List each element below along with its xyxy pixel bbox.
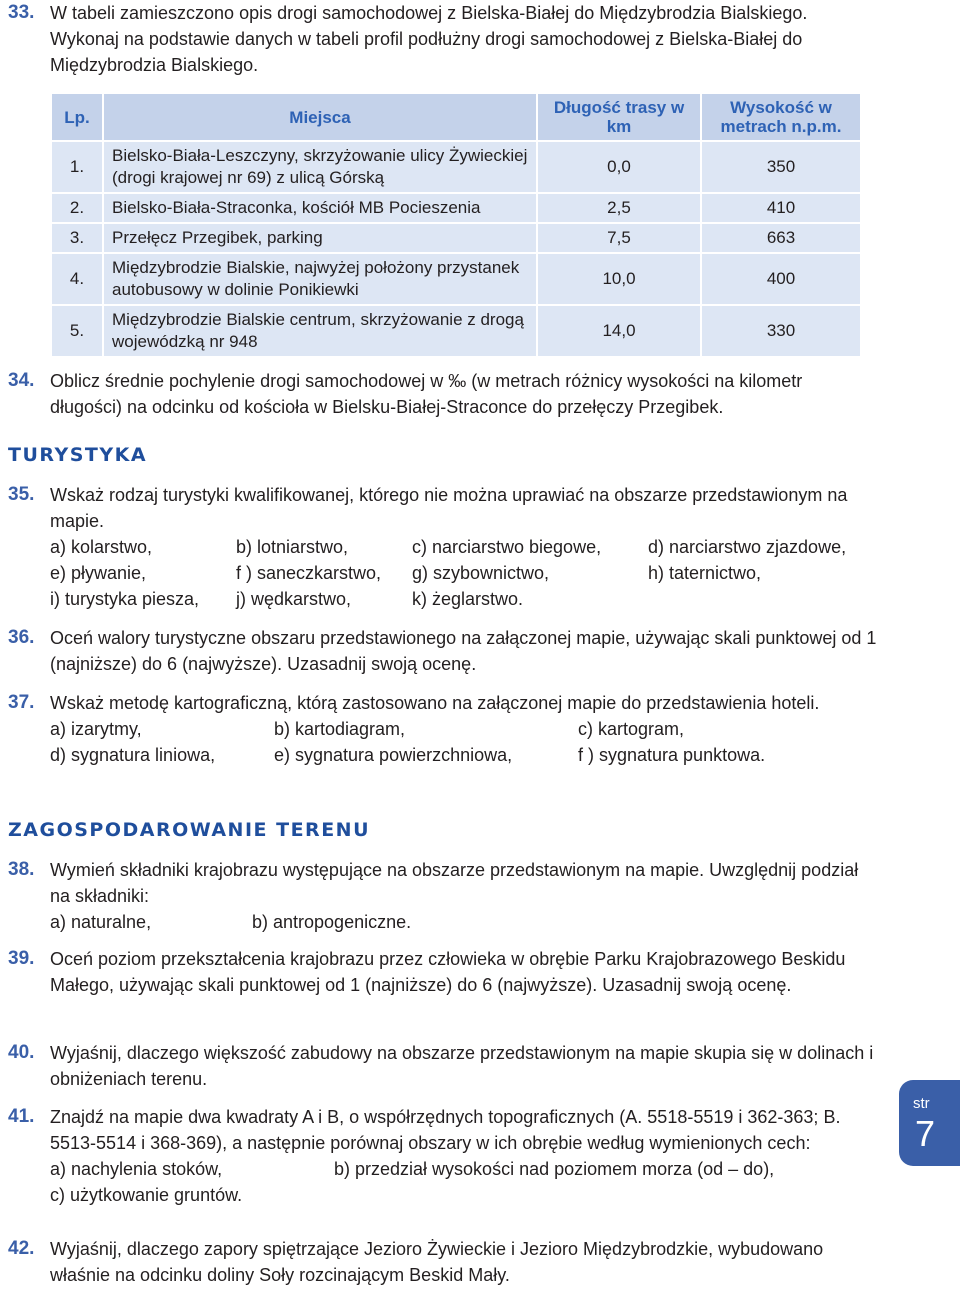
question-38 <box>8 857 878 935</box>
answer-option: c) narciarstwo biegowe, <box>412 537 602 557</box>
question-number: 36. <box>8 627 35 648</box>
answer-option: d) sygnatura liniowa, <box>50 745 216 765</box>
question-text: Oceń poziom przekształcenia krajobrazu przez człowieka w obrębie Parku Krajobrazowego Beskidu Małego, używając skali punktowej od 1 (najniższe) do 6 (najwyższe). Uzasadnij swoją ocenę. <box>50 949 846 995</box>
header-places: Miejsca <box>104 94 536 140</box>
answer-option: c) kartogram, <box>578 719 685 739</box>
answer-options <box>50 1156 878 1208</box>
table-row <box>52 306 860 356</box>
table-row <box>52 254 860 304</box>
row-lp: 4. <box>52 254 102 304</box>
question-34 <box>8 368 878 420</box>
row-length: 0,0 <box>538 142 700 192</box>
table-row <box>52 194 860 222</box>
question-text: Wskaż metodę kartograficzną, którą zastosowano na załączonej mapie do przedstawienia hoteli. <box>50 693 820 713</box>
answer-option: e) sygnatura powierzchniowa, <box>274 745 513 765</box>
question-text: Wskaż rodzaj turystyki kwalifikowanej, którego nie można uprawiać na obszarze przedstawionym na mapie. <box>50 485 848 531</box>
road-profile-table <box>50 92 862 358</box>
answer-option: b) lotniarstwo, <box>236 537 349 557</box>
row-lp: 3. <box>52 224 102 252</box>
answer-option: g) szybownictwo, <box>412 563 550 583</box>
row-place: Bielsko-Biała-Leszczyny, skrzyżowanie ulicy Żywieckiej (drogi krajowej nr 69) z ulicą Górską <box>104 142 536 192</box>
section-heading-land-use: ZAGOSPODAROWANIE TERENU <box>8 819 370 841</box>
row-lp: 1. <box>52 142 102 192</box>
header-lp: Lp. <box>52 94 102 140</box>
question-text: Oceń walory turystyczne obszaru przedstawionego na załączonej mapie, używając skali punktowej od 1 (najniższe) do 6 (najwyższe). Uzasadnij swoją ocenę. <box>50 628 877 674</box>
row-height: 663 <box>702 224 860 252</box>
answer-option: e) pływanie, <box>50 563 147 583</box>
question-number: 34. <box>8 370 35 391</box>
question-number: 37. <box>8 692 35 713</box>
question-41 <box>8 1104 878 1208</box>
answer-option: b) przedział wysokości nad poziomem morza (od – do), <box>334 1159 775 1179</box>
row-height: 410 <box>702 194 860 222</box>
question-number: 39. <box>8 948 35 969</box>
answer-option: b) kartodiagram, <box>274 719 406 739</box>
answer-option: a) nachylenia stoków, <box>50 1159 223 1179</box>
row-lp: 2. <box>52 194 102 222</box>
question-number: 42. <box>8 1238 35 1259</box>
question-text: Oblicz średnie pochylenie drogi samochodowej w ‰ (w metrach różnicy wysokości na kilometr długości) na odcinku od kościoła w Bielsku-Białej-Straconce do przełęczy Przegibek. <box>50 371 803 417</box>
question-42 <box>8 1236 878 1288</box>
question-text: Wyjaśnij, dlaczego większość zabudowy na obszarze przedstawionym na mapie skupia się w dolinach i obniżeniach terenu. <box>50 1043 874 1089</box>
row-length: 7,5 <box>538 224 700 252</box>
row-length: 14,0 <box>538 306 700 356</box>
answer-option: f ) saneczkarstwo, <box>236 563 382 583</box>
row-lp: 5. <box>52 306 102 356</box>
answer-options <box>50 534 878 612</box>
answer-option: a) izarytmy, <box>50 719 142 739</box>
row-length: 2,5 <box>538 194 700 222</box>
answer-option: k) żeglarstwo. <box>412 589 524 609</box>
row-place: Międzybrodzie Bialskie, najwyżej położony przystanek autobusowy w dolinie Ponikiewki <box>104 254 536 304</box>
header-height: Wysokość w metrach n.p.m. <box>702 94 860 140</box>
question-40 <box>8 1040 878 1092</box>
question-number: 35. <box>8 484 35 505</box>
row-height: 350 <box>702 142 860 192</box>
table-row <box>52 224 860 252</box>
question-39 <box>8 946 878 998</box>
question-35 <box>8 482 878 612</box>
answer-option: c) użytkowanie gruntów. <box>50 1185 243 1205</box>
row-height: 400 <box>702 254 860 304</box>
page-number: 7 <box>915 1113 936 1154</box>
question-37 <box>8 690 878 768</box>
question-text: Wymień składniki krajobrazu występujące na obszarze przedstawionym na mapie. Uwzględnij podział na składniki: <box>50 860 859 906</box>
answer-options <box>50 909 878 935</box>
row-place: Bielsko-Biała-Straconka, kościół MB Pocieszenia <box>104 194 536 222</box>
table-row <box>52 142 860 192</box>
answer-option: b) antropogeniczne. <box>252 912 412 932</box>
question-text: Znajdź na mapie dwa kwadraty A i B, o współrzędnych topograficznych (A. 5518-5519 i 362-363; B. 5513-5514 i 368-369), a następnie porównaj obszary w ich obrębie według wymienionych cech: <box>50 1107 841 1153</box>
question-33 <box>8 0 878 78</box>
question-number: 41. <box>8 1106 35 1127</box>
answer-option: a) kolarstwo, <box>50 537 153 557</box>
row-place: Międzybrodzie Bialskie centrum, skrzyżowanie z drogą wojewódzką nr 948 <box>104 306 536 356</box>
header-length: Długość trasy w km <box>538 94 700 140</box>
question-number: 33. <box>8 2 35 23</box>
row-height: 330 <box>702 306 860 356</box>
table-header-row <box>52 94 860 140</box>
page-label: str <box>913 1095 930 1112</box>
question-text: W tabeli zamieszczono opis drogi samochodowej z Bielska-Białej do Międzybrodzia Bialskiego. Wykonaj na podstawie danych w tabeli profil podłużny drogi samochodowej z Bielska-Białej do Międzybrodzia Bialskiego. <box>50 3 808 75</box>
answer-option: i) turystyka piesza, <box>50 589 200 609</box>
page-number-tab <box>899 1080 960 1166</box>
question-text: Wyjaśnij, dlaczego zapory spiętrzające Jezioro Żywieckie i Jezioro Międzybrodzkie, wybudowano właśnie na odcinku doliny Soły rozcinającym Beskid Mały. <box>50 1239 824 1285</box>
answer-option: h) taternictwo, <box>648 563 762 583</box>
row-length: 10,0 <box>538 254 700 304</box>
answer-option: j) wędkarstwo, <box>236 589 352 609</box>
section-heading-tourism: TURYSTYKA <box>8 444 148 466</box>
answer-option: a) naturalne, <box>50 912 152 932</box>
answer-option: f ) sygnatura punktowa. <box>578 745 766 765</box>
answer-options <box>50 716 878 768</box>
row-place: Przełęcz Przegibek, parking <box>104 224 536 252</box>
answer-option: d) narciarstwo zjazdowe, <box>648 537 847 557</box>
question-36 <box>8 625 878 677</box>
question-number: 40. <box>8 1042 35 1063</box>
question-number: 38. <box>8 859 35 880</box>
